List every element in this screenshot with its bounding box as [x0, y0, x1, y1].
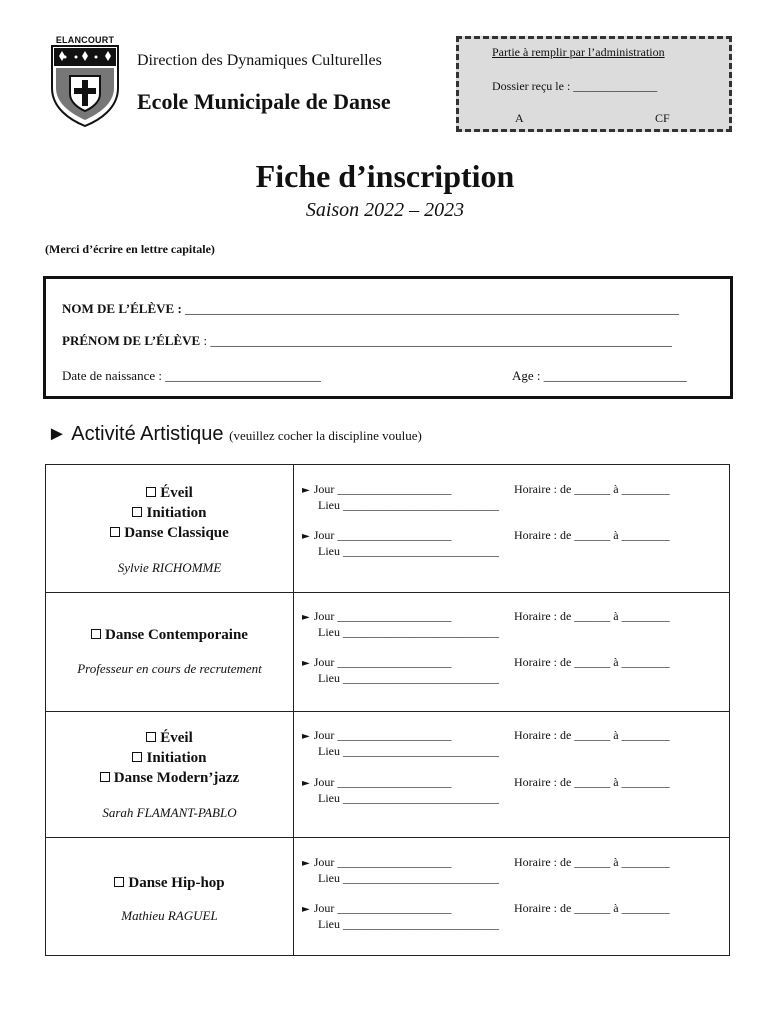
admin-cf-label: CF — [655, 111, 670, 125]
schedule-slot[interactable]: ► Jour ___________________ Lieu __________________________ Horaire : de ______ à ________ — [302, 775, 670, 805]
schedule-cell — [294, 593, 730, 712]
schedule-cell — [294, 838, 730, 956]
discipline-cell — [46, 465, 294, 593]
checkbox-icon[interactable] — [146, 487, 156, 497]
last-name-label: NOM DE L’ÉLÈVE : — [62, 301, 182, 316]
checkbox-option[interactable]: Danse Classique — [46, 523, 293, 543]
teacher-name: Sarah FLAMANT-PABLO — [102, 805, 237, 820]
discipline-cell — [46, 593, 294, 712]
age-field[interactable]: Age : ______________________ — [512, 368, 687, 383]
teacher-name: Sylvie RICHOMME — [117, 560, 222, 575]
arrow-icon: ► — [302, 731, 310, 742]
first-name-line[interactable]: : _______________________________________________________________________ — [200, 333, 672, 348]
last-name-line[interactable]: ____________________________________________________________________________ — [181, 301, 680, 316]
checkbox-option[interactable]: Initiation — [46, 748, 293, 768]
admin-title: Partie à remplir par l’administration — [492, 45, 665, 59]
student-last-name-field[interactable] — [62, 301, 718, 317]
schedule-cell — [294, 465, 730, 593]
schedule-slot[interactable]: ► Jour ___________________ Lieu __________________________ Horaire : de ______ à ________ — [302, 901, 670, 931]
activity-title: ► Activité Artistique — [47, 423, 224, 445]
table-row — [46, 712, 730, 838]
schedule-slot[interactable]: ► Jour ___________________ Lieu __________________________ Horaire : de ______ à ________ — [302, 728, 670, 758]
admin-section — [456, 36, 732, 132]
arrow-icon: ► — [302, 658, 310, 669]
checkbox-option[interactable]: Danse Modern’jazz — [46, 768, 293, 788]
arrow-icon: ► — [302, 904, 310, 915]
checkbox-option[interactable]: Éveil — [46, 728, 293, 748]
town-name: ELANCOURT — [55, 35, 115, 45]
checkbox-option[interactable]: Éveil — [46, 483, 293, 503]
checkbox-option[interactable]: Danse Hip-hop — [46, 873, 293, 893]
activity-heading — [47, 423, 422, 446]
checkbox-icon[interactable] — [132, 752, 142, 762]
schedule-slot[interactable]: ► Jour ___________________ Lieu __________________________ Horaire : de ______ à ________ — [302, 528, 670, 558]
table-row — [46, 593, 730, 712]
schedule-slot[interactable]: ► Jour ___________________ Lieu __________________________ Horaire : de ______ à ________ — [302, 855, 670, 885]
checkbox-icon[interactable] — [114, 877, 124, 887]
admin-a-label: A — [515, 111, 524, 125]
arrow-icon: ► — [302, 778, 310, 789]
schedule-slot[interactable]: ► Jour ___________________ Lieu __________________________ Horaire : de ______ à ________ — [302, 482, 670, 512]
discipline-cell — [46, 838, 294, 956]
checkbox-option[interactable]: Initiation — [46, 503, 293, 523]
table-row — [46, 465, 730, 593]
schedule-cell — [294, 712, 730, 838]
coat-of-arms-logo — [50, 36, 120, 128]
discipline-cell — [46, 712, 294, 838]
schedule-slot[interactable]: ► Jour ___________________ Lieu __________________________ Horaire : de ______ à ________ — [302, 655, 670, 685]
school-name: Ecole Municipale de Danse — [137, 89, 391, 114]
table-row — [46, 838, 730, 956]
first-name-label: PRÉNOM DE L’ÉLÈVE — [62, 333, 201, 348]
capital-letters-note: (Merci d’écrire en lettre capitale) — [45, 242, 215, 256]
birth-date-field[interactable]: Date de naissance : ________________________ — [62, 368, 322, 383]
activity-instruction: (veuillez cocher la discipline voulue) — [229, 428, 422, 443]
schedule-slot[interactable]: ► Jour ___________________ Lieu __________________________ Horaire : de ______ à ________ — [302, 609, 670, 639]
dossier-received-field[interactable]: Dossier reçu le : ______________ — [492, 79, 658, 93]
arrow-icon: ► — [302, 485, 310, 496]
checkbox-icon[interactable] — [100, 772, 110, 782]
teacher-name: Mathieu RAGUEL — [121, 908, 218, 923]
page-title: Fiche d’inscription — [255, 158, 515, 194]
checkbox-option[interactable]: Danse Contemporaine — [46, 625, 293, 645]
checkbox-icon[interactable] — [110, 527, 120, 537]
checkbox-icon[interactable] — [146, 732, 156, 742]
season: Saison 2022 – 2023 — [305, 199, 465, 221]
student-info-box — [43, 276, 733, 399]
arrow-icon: ► — [302, 612, 310, 623]
department-name: Direction des Dynamiques Culturelles — [137, 52, 382, 69]
checkbox-icon[interactable] — [91, 629, 101, 639]
student-first-name-field[interactable] — [62, 333, 718, 349]
activities-table — [45, 464, 730, 956]
teacher-name: Professeur en cours de recrutement — [77, 661, 262, 676]
checkbox-icon[interactable] — [132, 507, 142, 517]
arrow-icon: ► — [302, 858, 310, 869]
arrow-icon: ► — [302, 531, 310, 542]
